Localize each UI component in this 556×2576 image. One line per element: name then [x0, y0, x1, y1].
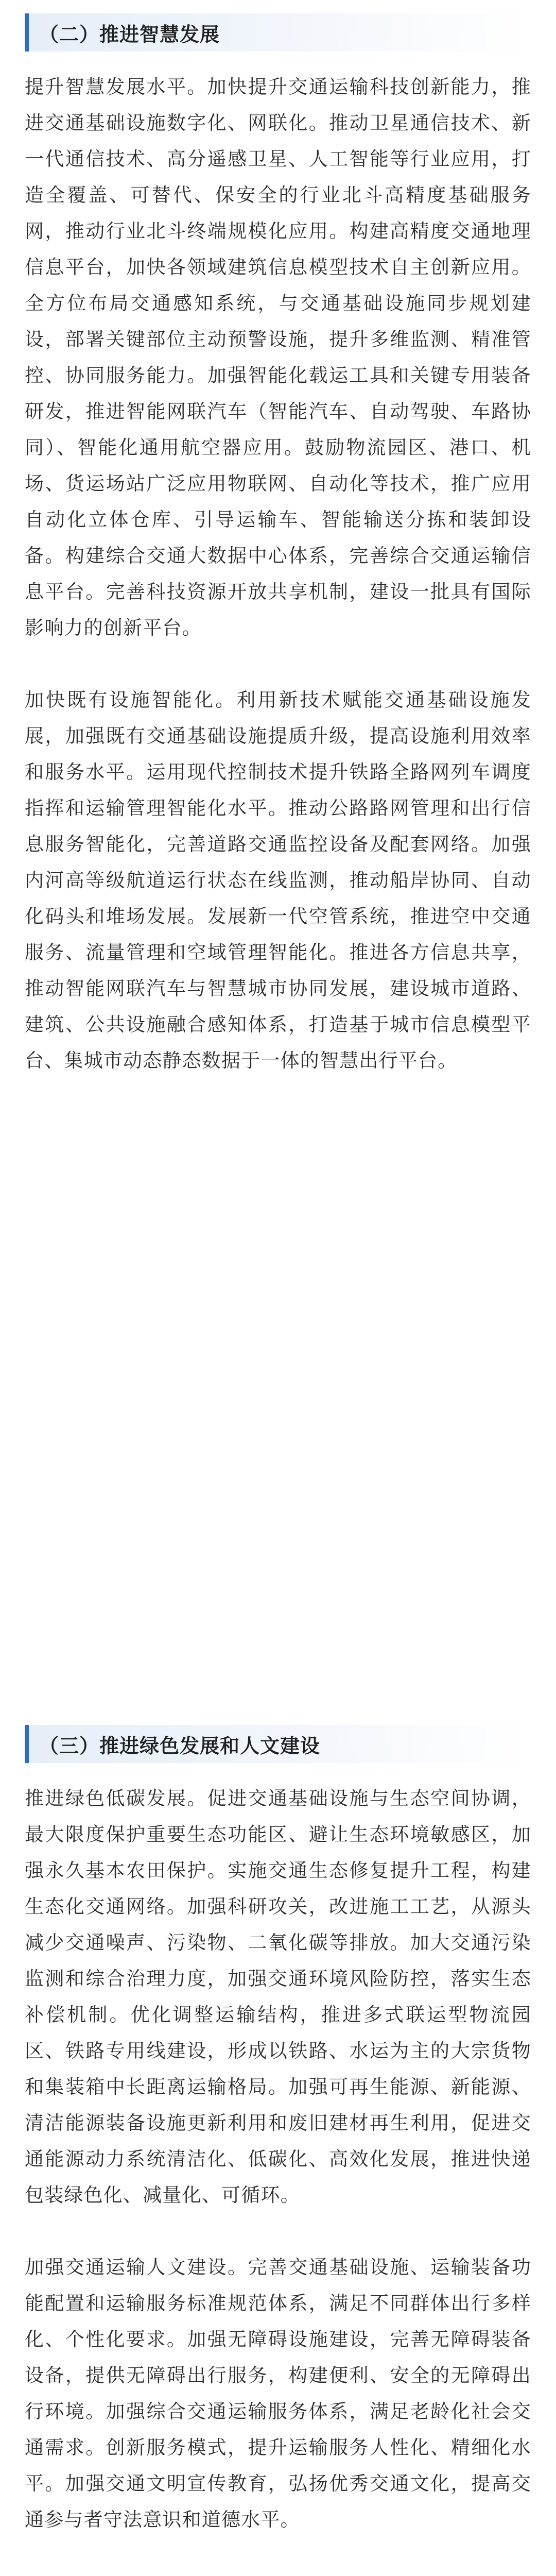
paragraph: 加快既有设施智能化。利用新技术赋能交通基础设施发展，加强既有交通基础设施提质升级，提高设施利用效率和服务水平。运用现代控制技术提升铁路全路网列车调度指挥和运输管理智能化水平。推动公路路网管理和出行信息服务智能化，完善道路交通监控设备及配套网络。加强内河高等级航道运行状态在线监测，推动船岸协同、自动化码头和堆场发展。发展新一代空管系统，推进空中交通服务、流量管理和空域管理智能化。推进各方信息共享，推动智能网联汽车与智慧城市协同发展，建设城市道路、建筑、公共设施融合感知体系，打造基于城市信息模型平台、集城市动态静态数据于一体的智慧出行平台。	[25, 689, 531, 1072]
heading-title: （二）推进智慧发展	[39, 23, 220, 46]
heading-title: （三）推进绿色发展和人文建设	[39, 1734, 321, 1757]
heading-accent-bar	[25, 13, 29, 52]
paragraph: 推进绿色低碳发展。促进交通基础设施与生态空间协调，最大限度保护重要生态功能区、避让生态环境敏感区，加强永久基本农田保护。实施交通生态修复提升工程，构建生态化交通网络。加强科研攻关，改进施工工艺，从源头减少交通噪声、污染物、二氧化碳等排放。加大交通污染监测和综合治理力度，加强交通环境风险防控，落实生态补偿机制。优化调整运输结构，推进多式联运型物流园区、铁路专用线建设，形成以铁路、水运为主的大宗货物和集装箱中长距离运输格局。加强可再生能源、新能源、清洁能源装备设施更新利用和废旧建材再生利用，促进交通能源动力系统清洁化、低碳化、高效化发展，推进快递包装绿色化、减量化、可循环。	[25, 1787, 531, 2206]
paragraph: 提升智慧发展水平。加快提升交通运输科技创新能力，推进交通基础设施数字化、网联化。推动卫星通信技术、新一代通信技术、高分遥感卫星、人工智能等行业应用，打造全覆盖、可替代、保安全的行业北斗高精度基础服务网，推动行业北斗终端规模化应用。构建高精度交通地理信息平台，加快各领域建筑信息模型技术自主创新应用。全方位布局交通感知系统，与交通基础设施同步规划建设，部署关键部位主动预警设施，提升多维监测、精准管控、协同服务能力。加强智能化载运工具和关键专用装备研发，推进智能网联汽车（智能汽车、自动驾驶、车路协同）、智能化通用航空器应用。鼓励物流园区、港口、机场、货运场站广泛应用物联网、自动化等技术，推广应用自动化立体仓库、引导运输车、智能输送分拣和装卸设备。构建综合交通大数据中心体系，完善综合交通运输信息平台。完善科技资源开放共享机制，建设一批具有国际影响力的创新平台。	[25, 76, 531, 639]
heading-accent-bar	[25, 1725, 29, 1763]
section-green-development	[25, 1725, 531, 2576]
paragraph: 加强交通运输人文建设。完善交通基础设施、运输装备功能配置和运输服务标准规范体系，满足不同群体出行多样化、个性化要求。加强无障碍设施建设，完善无障碍装备设备，提供无障碍出行服务，构建便利、安全的无障碍出行环境。加强综合交通运输服务体系，满足老龄化社会交通需求。创新服务模式，提升运输服务人性化、精细化水平。加强交通文明宣传教育，弘扬优秀交通文化，提高交通参与者守法意识和道德水平。	[25, 2256, 531, 2531]
section-smart-development	[25, 13, 531, 1711]
heading-box	[29, 1725, 531, 1763]
section-heading	[25, 13, 531, 52]
document-page	[0, 13, 556, 2576]
heading-box	[29, 13, 531, 52]
section-heading	[25, 1725, 531, 1763]
